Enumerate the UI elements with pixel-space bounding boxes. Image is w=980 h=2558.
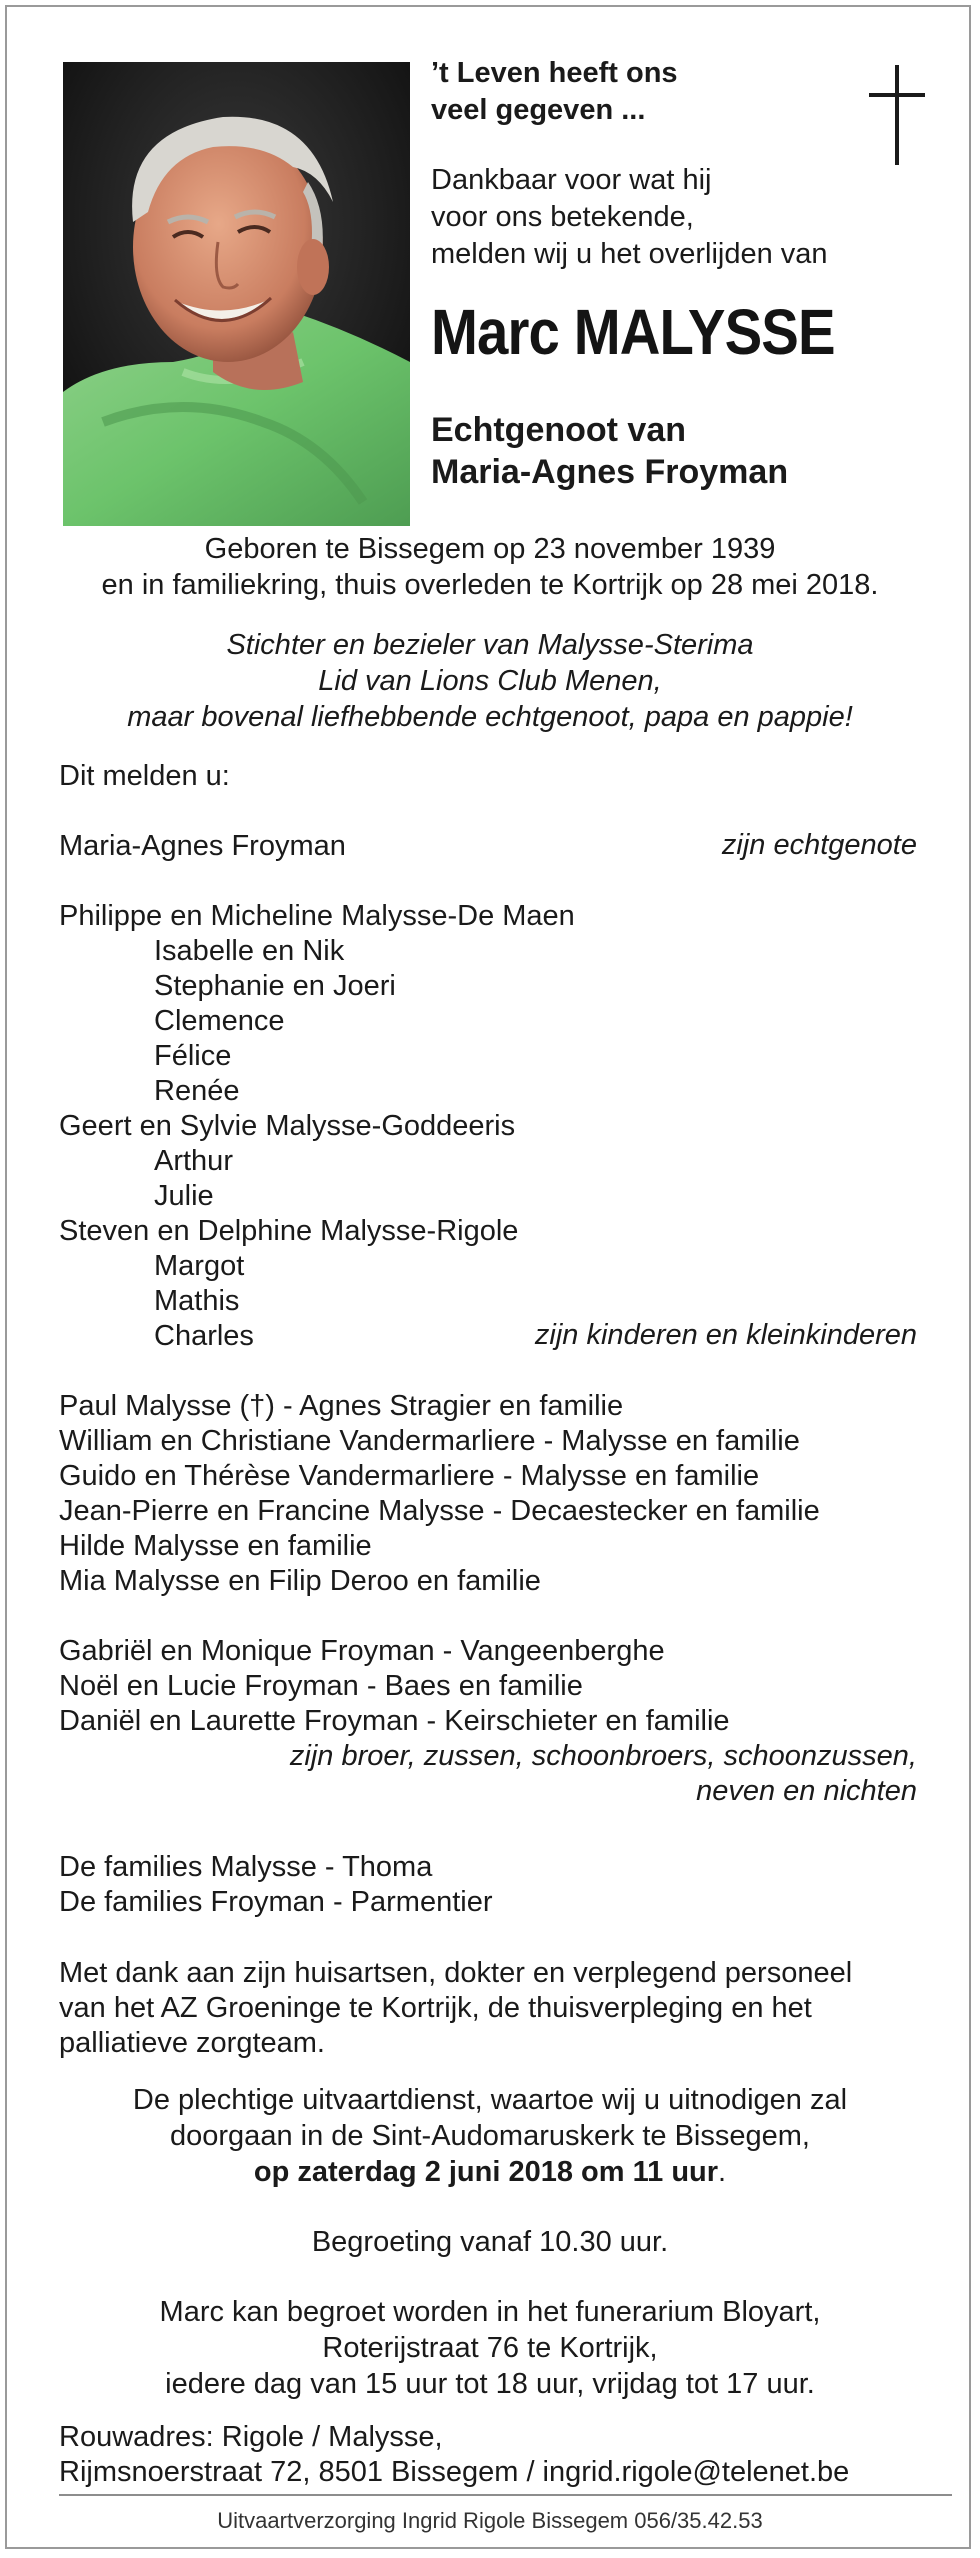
announce-label: Dit melden u: bbox=[59, 760, 230, 792]
tribute-line-1: Stichter en bezieler van Malysse-Sterima bbox=[226, 629, 754, 661]
viewing-line-1: Marc kan begroet worden in het funerarium Bloyart, bbox=[159, 2296, 821, 2328]
inlaw-line: Daniël en Laurette Froyman - Keirschieter en familie bbox=[59, 1705, 730, 1737]
family-line: De families Froyman - Parmentier bbox=[59, 1886, 493, 1918]
wife-role: zijn echtgenote bbox=[721, 829, 917, 861]
sibling-line: Jean-Pierre en Francine Malysse - Decaestecker en familie bbox=[59, 1495, 820, 1527]
grandchild: Renée bbox=[154, 1075, 240, 1107]
thanks-line-1: Met dank aan zijn huisartsen, dokter en verplegend personeel bbox=[59, 1957, 853, 1989]
funeral-date: op zaterdag 2 juni 2018 om 11 uur bbox=[253, 2156, 719, 2188]
sibling-line: Mia Malysse en Filip Deroo en familie bbox=[59, 1565, 541, 1597]
viewing-line-3: iedere dag van 15 uur tot 18 uur, vrijdag tot 17 uur. bbox=[165, 2368, 815, 2400]
sibling-line: Hilde Malysse en familie bbox=[59, 1530, 372, 1562]
grandchild: Julie bbox=[154, 1180, 214, 1212]
grandchild: Charles bbox=[154, 1320, 254, 1352]
funeral-period: . bbox=[718, 2156, 727, 2188]
children-role: zijn kinderen en kleinkinderen bbox=[534, 1319, 917, 1351]
sibling-line: Guido en Thérèse Vandermarliere - Malysse en familie bbox=[59, 1460, 760, 1492]
sibling-line: William en Christiane Vandermarliere - Malysse en familie bbox=[59, 1425, 800, 1457]
spouse-label: Echtgenoot van bbox=[431, 411, 687, 449]
portrait-illustration bbox=[63, 62, 410, 526]
grandchild: Arthur bbox=[154, 1145, 233, 1177]
family-line: De families Malysse - Thoma bbox=[59, 1851, 433, 1883]
funeral-line-2: doorgaan in de Sint-Audomaruskerk te Bissegem, bbox=[170, 2120, 810, 2152]
grandchild: Stephanie en Joeri bbox=[154, 970, 396, 1002]
viewing-line-2: Roterijstraat 76 te Kortrijk, bbox=[322, 2332, 658, 2364]
grandchild: Félice bbox=[154, 1040, 232, 1072]
siblings-role-line-1: zijn broer, zussen, schoonbroers, schoonzussen, bbox=[289, 1740, 917, 1772]
child-family-2: Geert en Sylvie Malysse-Goddeeris bbox=[59, 1110, 516, 1142]
motto-line-1: ’t Leven heeft ons bbox=[431, 57, 678, 89]
grandchild: Clemence bbox=[154, 1005, 285, 1037]
grandchild: Isabelle en Nik bbox=[154, 935, 345, 967]
greeting-time: Begroeting vanaf 10.30 uur. bbox=[311, 2226, 669, 2258]
child-family-1: Philippe en Micheline Malysse-De Maen bbox=[59, 900, 575, 932]
inlaw-line: Noël en Lucie Froyman - Baes en familie bbox=[59, 1670, 583, 1702]
address-line-2: Rijmsnoerstraat 72, 8501 Bissegem / ingrid.rigole@telenet.be bbox=[59, 2456, 850, 2488]
motto-line-2: veel gegeven ... bbox=[431, 94, 646, 126]
footer-divider bbox=[59, 2494, 952, 2496]
cross-icon bbox=[869, 65, 925, 165]
footer-undertaker: Uitvaartverzorging Ingrid Rigole Bissegem 056/35.42.53 bbox=[217, 2508, 763, 2533]
grandchild: Mathis bbox=[154, 1285, 240, 1317]
child-family-3: Steven en Delphine Malysse-Rigole bbox=[59, 1215, 519, 1247]
thanks-intro-line-3: melden wij u het overlijden van bbox=[431, 238, 828, 270]
spouse-name: Maria-Agnes Froyman bbox=[431, 453, 789, 491]
death-line: en in familiekring, thuis overleden te Kortrijk op 28 mei 2018. bbox=[101, 569, 879, 601]
portrait-photo bbox=[63, 62, 410, 526]
thanks-line-2: van het AZ Groeninge te Kortrijk, de thuisverpleging en het bbox=[59, 1992, 812, 2024]
sibling-line: Paul Malysse (†) - Agnes Stragier en familie bbox=[59, 1390, 624, 1422]
address-line-1: Rouwadres: Rigole / Malysse, bbox=[59, 2421, 443, 2453]
inlaw-line: Gabriël en Monique Froyman - Vangeenberghe bbox=[59, 1635, 665, 1667]
wife-name: Maria-Agnes Froyman bbox=[59, 830, 346, 862]
grandchild: Margot bbox=[154, 1250, 245, 1282]
funeral-line-3 bbox=[7, 2154, 973, 2190]
funeral-line-1: De plechtige uitvaartdienst, waartoe wij u uitnodigen zal bbox=[132, 2084, 848, 2116]
siblings-role-line-2: neven en nichten bbox=[696, 1775, 917, 1807]
thanks-line-3: palliatieve zorgteam. bbox=[59, 2027, 325, 2059]
deceased-name: Marc MALYSSE bbox=[431, 296, 835, 368]
obituary-page bbox=[5, 5, 971, 2549]
tribute-line-2: Lid van Lions Club Menen, bbox=[318, 665, 662, 697]
thanks-intro-line-1: Dankbaar voor wat hij bbox=[431, 164, 712, 196]
birth-line: Geboren te Bissegem op 23 november 1939 bbox=[204, 533, 776, 565]
tribute-line-3: maar bovenal liefhebbende echtgenoot, papa en pappie! bbox=[127, 701, 853, 733]
thanks-intro-line-2: voor ons betekende, bbox=[431, 201, 694, 233]
